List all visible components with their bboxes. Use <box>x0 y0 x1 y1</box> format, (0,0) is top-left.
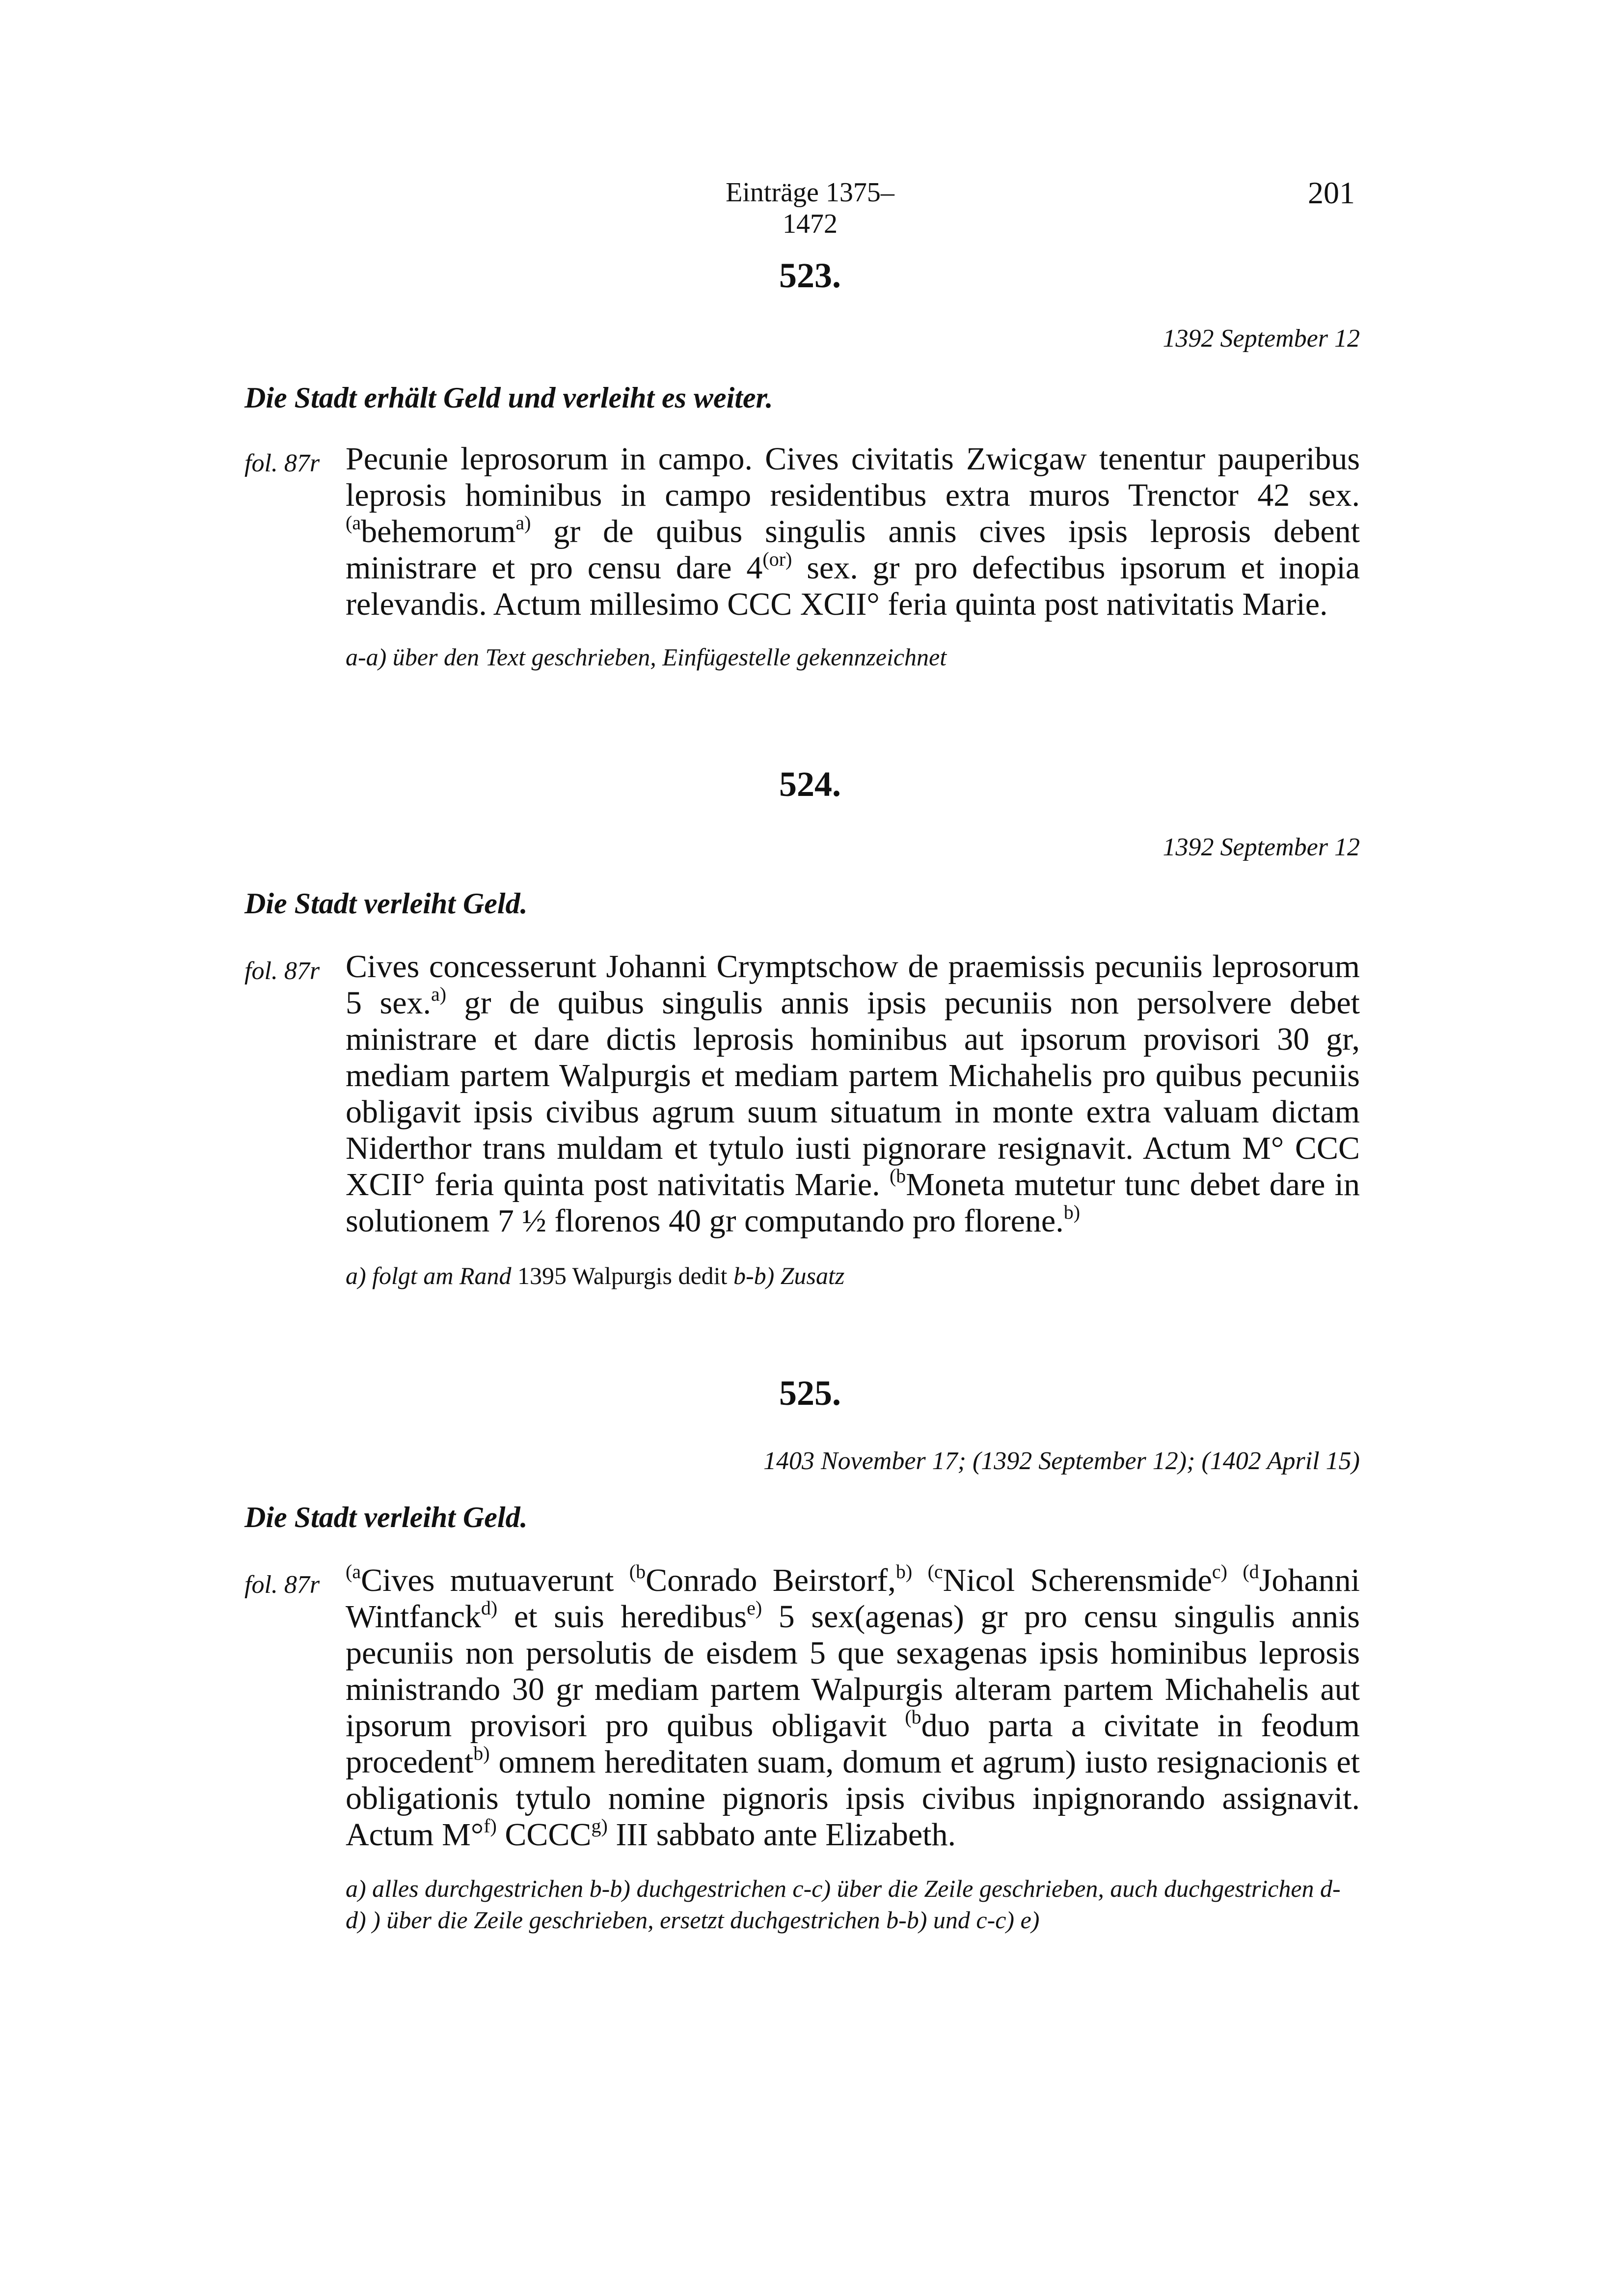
running-title: Einträge 1375–1472 <box>726 177 894 239</box>
entry-number: 524. <box>779 765 841 804</box>
footnote: a) alles durchgestrichen b-b) duchgestrichen c-c) über die Zeile geschrieben, auch duchgestrichen d-d) ) über die Zeile geschrieben, ersetzt duchgestrichen b-b) und c-c) e) <box>346 1875 1341 1934</box>
entry-date: 1392 September 12 <box>1163 325 1360 353</box>
entry-text: $^{(a}$Cives mutuaverunt $^{(b}$Conrado Beirstorf,$^{b)}$ $^{(c}$Nicol Scherensmide$^{c)}$ $^{(d}$Johanni Wintfanck$^{d)}$ et suis heredibus$^{e)}$ 5 sex(agenas) gr pro censu singulis annis pecuniis non persolutis de eisdem 5 que sexagenas ipsis hominibus leprosis ministrando 30 gr mediam partem Walpurgis alteram partem Michahelis aut ipsorum provisori pro quibus obligavit $^{(b}$duo parta a civitate in feodum procedent$^{b)}$ omnem hereditaten suam, domum et agrum) iusto resignacionis et obligationis tytulo nomine pignoris ipsis civibus inpignorando assignavit. Actum M°$^{f)}$ CCCC$^{g)}$ III sabbato ante Elizabeth. <box>346 1560 1360 1853</box>
folio-reference: fol. 87r <box>244 449 320 477</box>
entry-heading: Die Stadt verleiht Geld. <box>244 1501 528 1533</box>
entry-text: Cives concesserunt Johanni Crymptschow de praemissis pecuniis leprosorum 5 sex.$^{a)}$ gr de quibus singulis annis ipsis pecuniis non persolvere debet ministrare et dare dictis leprosis hominibus aut ipsorum provisori 30 gr, mediam partem Walpurgis et mediam partem Michahelis pro quibus pecuniis obligavit ipsis civibus agrum suum situatum in monte extra valuam dictam Niderthor trans muldam et tytulo iusti pignorare resignavit. Actum M° CCC XCII° feria quinta post nativitatis Marie. $^{(b}$Moneta mutetur tunc debet dare in solutionem 7 ½ florenos 40 gr computando pro florene.$^{b)}$ <box>346 949 1360 1239</box>
entry-number: 525. <box>779 1373 841 1413</box>
entry-number: 523. <box>779 256 841 295</box>
footnote: a) folgt am Rand 1395 Walpurgis dedit b-b) Zusatz <box>346 1262 845 1289</box>
entry-heading: Die Stadt erhält Geld und verleiht es weiter. <box>244 382 773 414</box>
folio-reference: fol. 87r <box>244 1571 320 1599</box>
entry-text: Pecunie leprosorum in campo. Cives civitatis Zwicgaw tenentur pauperibus leprosis hominibus in campo residentibus extra muros Trenctor 42 sex. $^{(a}$behemorum$^{a)}$ gr de quibus singulis annis cives ipsis leprosis debent ministrare et pro censu dare $4^{(or)}$ sex. gr pro defectibus ipsorum et inopia relevandis. Actum millesimo CCC XCII° feria quinta post nativitatis Marie. <box>346 441 1360 622</box>
folio-reference: fol. 87r <box>244 957 320 985</box>
entry-date: 1392 September 12 <box>1163 833 1360 861</box>
page-number: 201 <box>1308 175 1355 210</box>
entry-date: 1403 November 17; (1392 September 12); (1402 April 15) <box>763 1447 1360 1475</box>
entry-heading: Die Stadt verleiht Geld. <box>244 887 528 920</box>
footnote: a-a) über den Text geschrieben, Einfügestelle gekennzeichnet <box>346 643 947 671</box>
